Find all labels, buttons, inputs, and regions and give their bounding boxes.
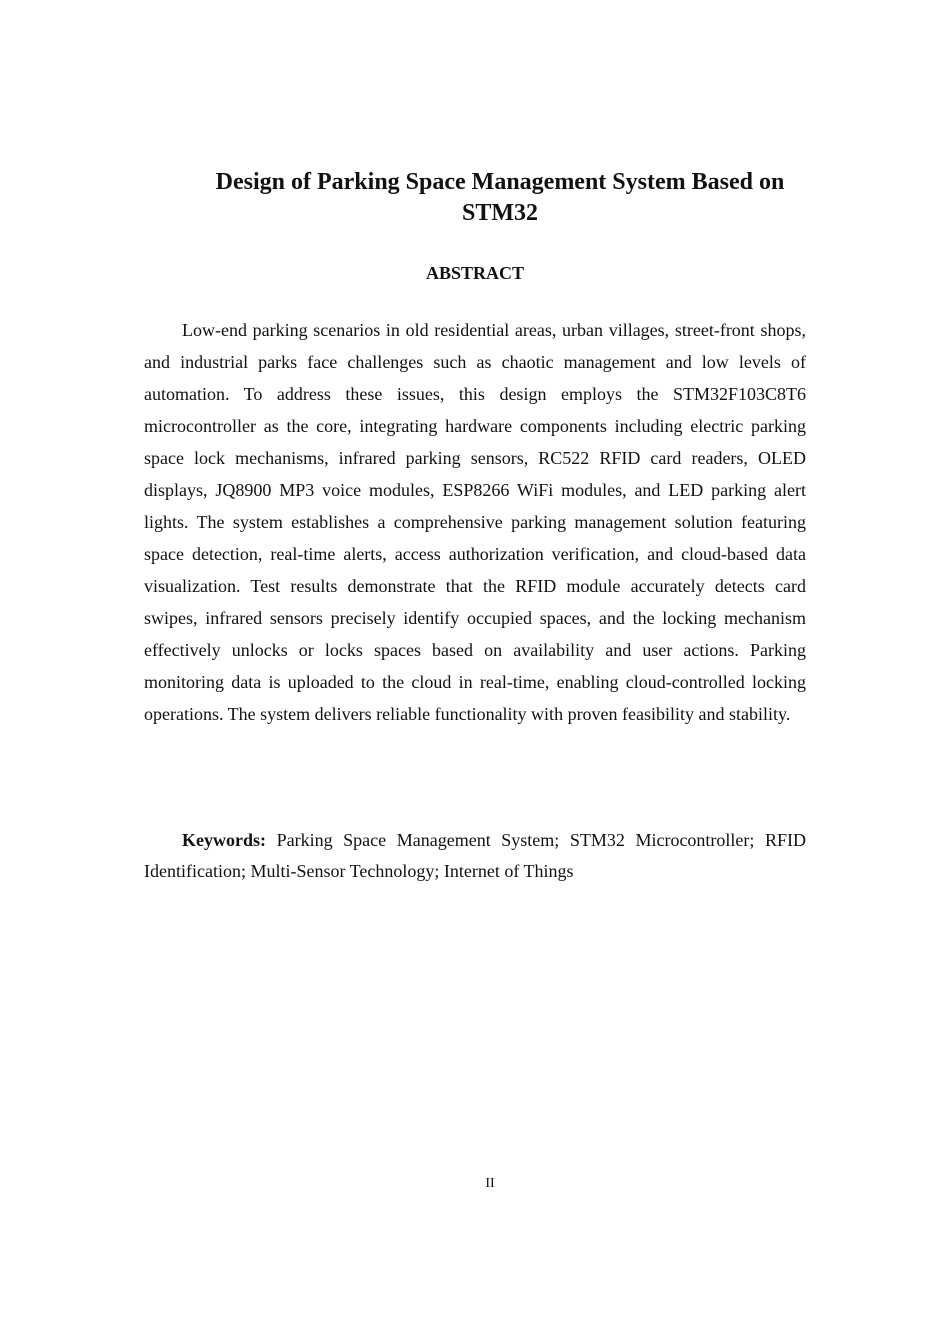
paper-title: Design of Parking Space Management System Based on STM32 <box>215 169 785 226</box>
abstract-body: Low-end parking scenarios in old residential areas, urban villages, street-front shops, and industrial parks face challenges such as chaotic management and low levels of automation. To address these issues, this design employs the STM32F103C8T6 microcontroller as the core, integrating hardware components including electric parking space lock mechanisms, infrared parking sensors, RC522 RFID card readers, OLED displays, JQ8900 MP3 voice modules, ESP8266 WiFi modules, and LED parking alert lights. The system establishes a comprehensive parking management solution featuring space detection, real-time alerts, access authorization verification, and cloud-based data visualization. Test results demonstrate that the RFID module accurately detects card swipes, infrared sensors precisely identify occupied spaces, and the locking mechanism effectively unlocks or locks spaces based on availability and user actions. Parking monitoring data is uploaded to the cloud in real-time, enabling cloud-controlled locking operations. The system delivers reliable functionality with proven feasibility and stability. <box>144 320 806 724</box>
keywords-text: Parking Space Management System; STM32 Microcontroller; RFID Identification; Multi-Sensor Technology; Internet of Things <box>144 830 807 881</box>
keywords-paragraph <box>144 825 806 887</box>
abstract-heading: ABSTRACT <box>425 263 525 283</box>
keywords-label: Keywords: <box>182 830 266 850</box>
page-number: II <box>485 1176 495 1191</box>
